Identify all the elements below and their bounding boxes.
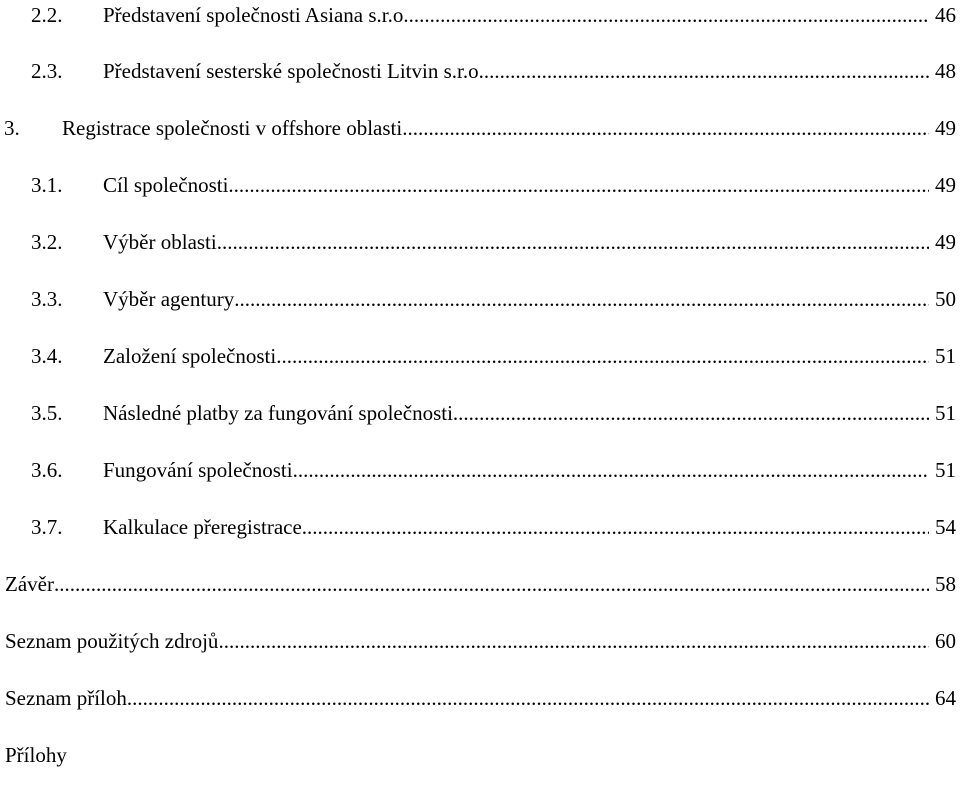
toc-entry [0, 341, 960, 371]
toc-entry-title: Cíl společnosti [103, 173, 229, 197]
toc-entry-number: 3.6. [31, 458, 63, 482]
toc-entry [0, 626, 960, 656]
toc-entry [0, 740, 960, 770]
toc-dot-leader [409, 0, 929, 30]
toc-entry [0, 113, 960, 143]
toc-entry [0, 683, 960, 713]
toc-entry-page: 49 [935, 116, 956, 140]
toc-entry-title: Fungování společnosti [103, 458, 293, 482]
toc-entry [0, 227, 960, 257]
toc-entry-title: Seznam příloh [5, 686, 127, 710]
toc-entry-page: 51 [935, 458, 956, 482]
toc-entry [0, 56, 960, 86]
toc-entry [0, 512, 960, 542]
toc-entry-page: 49 [935, 173, 956, 197]
toc-entry-title: Představení sesterské společnosti Litvin s.r.o. [103, 59, 484, 83]
toc-dot-leader [218, 626, 929, 656]
toc-dot-leader [234, 284, 929, 314]
toc-dot-leader [276, 341, 929, 371]
toc-entry [0, 0, 960, 30]
toc-dot-leader [453, 398, 929, 428]
toc-dot-leader [402, 113, 929, 143]
toc-entry-page: 58 [935, 572, 956, 596]
toc-entry-page: 50 [935, 287, 956, 311]
toc-entry-number: 3. [4, 116, 20, 140]
toc-entry-page: 48 [935, 59, 956, 83]
toc-entry-number: 2.2. [31, 3, 63, 27]
toc-entry-title: Seznam použitých zdrojů [5, 629, 219, 653]
toc-entry-title: Závěr [5, 572, 54, 596]
toc-entry [0, 398, 960, 428]
toc-entry-page: 51 [935, 401, 956, 425]
toc-entry-title: Výběr agentury [103, 287, 235, 311]
toc-entry-page: 54 [935, 515, 956, 539]
toc-dot-leader [228, 170, 929, 200]
toc-entry-page: 49 [935, 230, 956, 254]
toc-entry-title: Založení společnosti [103, 344, 277, 368]
toc-entry-page: 64 [935, 686, 956, 710]
toc-entry [0, 284, 960, 314]
toc-dot-leader [54, 569, 929, 599]
toc-dot-leader [484, 56, 929, 86]
toc-dot-leader [293, 455, 929, 485]
toc-entry-number: 3.7. [31, 515, 63, 539]
toc-entry-number: 3.5. [31, 401, 63, 425]
toc-entry-page: 60 [935, 629, 956, 653]
toc-dot-leader [217, 227, 929, 257]
toc-entry-title: Přílohy [5, 743, 67, 767]
toc-entry-number: 3.4. [31, 344, 63, 368]
toc-entry-page: 51 [935, 344, 956, 368]
toc-entry-title: Představení společnosti Asiana s.r.o. [103, 3, 409, 27]
toc-entry-number: 2.3. [31, 59, 63, 83]
toc-dot-leader [127, 683, 929, 713]
toc-entry-number: 3.2. [31, 230, 63, 254]
toc-entry-title: Výběr oblasti [103, 230, 217, 254]
toc-entry-number: 3.3. [31, 287, 63, 311]
toc-dot-leader [302, 512, 929, 542]
toc-entry-title: Registrace společnosti v offshore oblasti [62, 116, 403, 140]
toc-entry [0, 569, 960, 599]
toc-entry-title: Následné platby za fungování společnosti [103, 401, 453, 425]
toc-entry-title: Kalkulace přeregistrace [103, 515, 302, 539]
toc-entry [0, 170, 960, 200]
toc-entry [0, 455, 960, 485]
toc-entry-page: 46 [935, 3, 956, 27]
toc-entry-number: 3.1. [31, 173, 63, 197]
